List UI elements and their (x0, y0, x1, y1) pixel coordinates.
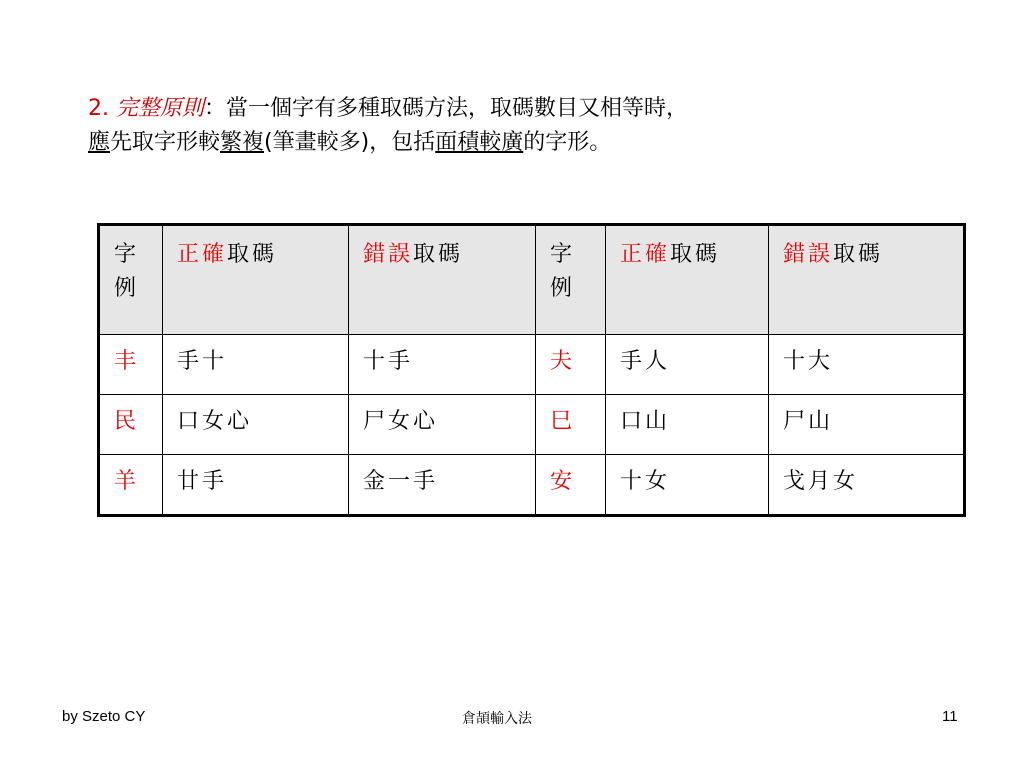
header-correct-2 (606, 225, 769, 335)
example-char-2: 巳 (536, 395, 606, 455)
correct-code-1: 口女心 (163, 395, 349, 455)
header-wrong-1 (349, 225, 536, 335)
correct-code-1: 手十 (163, 335, 349, 395)
heading-line2-part4: (筆畫較多)，包括 (264, 130, 436, 155)
heading-colon: ： (204, 96, 227, 121)
example-char-1: 羊 (99, 455, 163, 516)
correct-code-2: 手人 (606, 335, 769, 395)
heading-line-2 (88, 126, 968, 160)
heading-line2-part1: 應 (88, 130, 111, 155)
header-correct-1-rest: 取碼 (227, 242, 278, 267)
correct-code-1: 廿手 (163, 455, 349, 516)
header-wrong-1-rest: 取碼 (413, 242, 464, 267)
heading-line2-part5: 面積較廣 (435, 130, 524, 155)
header-correct-1 (163, 225, 349, 335)
header-wrong-2 (769, 225, 965, 335)
footer-subject: 倉頡輸入法 (462, 711, 532, 727)
heading-line-1 (88, 92, 968, 126)
wrong-code-2: 十大 (769, 335, 965, 395)
correct-code-2: 口山 (606, 395, 769, 455)
header-correct-1-red: 正確 (177, 242, 228, 267)
heading-title: 完整原則 (116, 96, 205, 121)
table-header-row (99, 225, 965, 335)
example-char-2: 夫 (536, 335, 606, 395)
header-correct-2-red: 正確 (620, 242, 671, 267)
example-char-1: 丰 (99, 335, 163, 395)
table-row (99, 395, 965, 455)
example-char-2: 安 (536, 455, 606, 516)
header-wrong-1-red: 錯誤 (363, 242, 414, 267)
correct-code-2: 十女 (606, 455, 769, 516)
coding-examples-table-wrapper (97, 223, 966, 517)
table-row (99, 455, 965, 516)
example-char-1: 民 (99, 395, 163, 455)
heading-number: 2. (88, 96, 109, 121)
header-wrong-2-red: 錯誤 (783, 242, 834, 267)
slide-heading (88, 92, 968, 160)
wrong-code-2: 尸山 (769, 395, 965, 455)
wrong-code-1: 十手 (349, 335, 536, 395)
header-example-2: 字例 (536, 225, 606, 335)
footer-page-number: 11 (942, 708, 958, 725)
header-wrong-2-rest: 取碼 (833, 242, 884, 267)
heading-line2-part6: 的字形。 (523, 130, 612, 155)
heading-line1-text: 當一個字有多種取碼方法，取碼數目又相等時， (226, 96, 689, 121)
header-example-1: 字例 (99, 225, 163, 335)
table-row (99, 335, 965, 395)
header-correct-2-rest: 取碼 (670, 242, 721, 267)
heading-line2-part2: 先取字形較 (110, 130, 221, 155)
wrong-code-1: 金一手 (349, 455, 536, 516)
heading-line2-part3: 繁複 (220, 130, 265, 155)
wrong-code-1: 尸女心 (349, 395, 536, 455)
coding-examples-table (97, 223, 966, 517)
footer-author: by Szeto CY (62, 708, 146, 725)
wrong-code-2: 戈月女 (769, 455, 965, 516)
